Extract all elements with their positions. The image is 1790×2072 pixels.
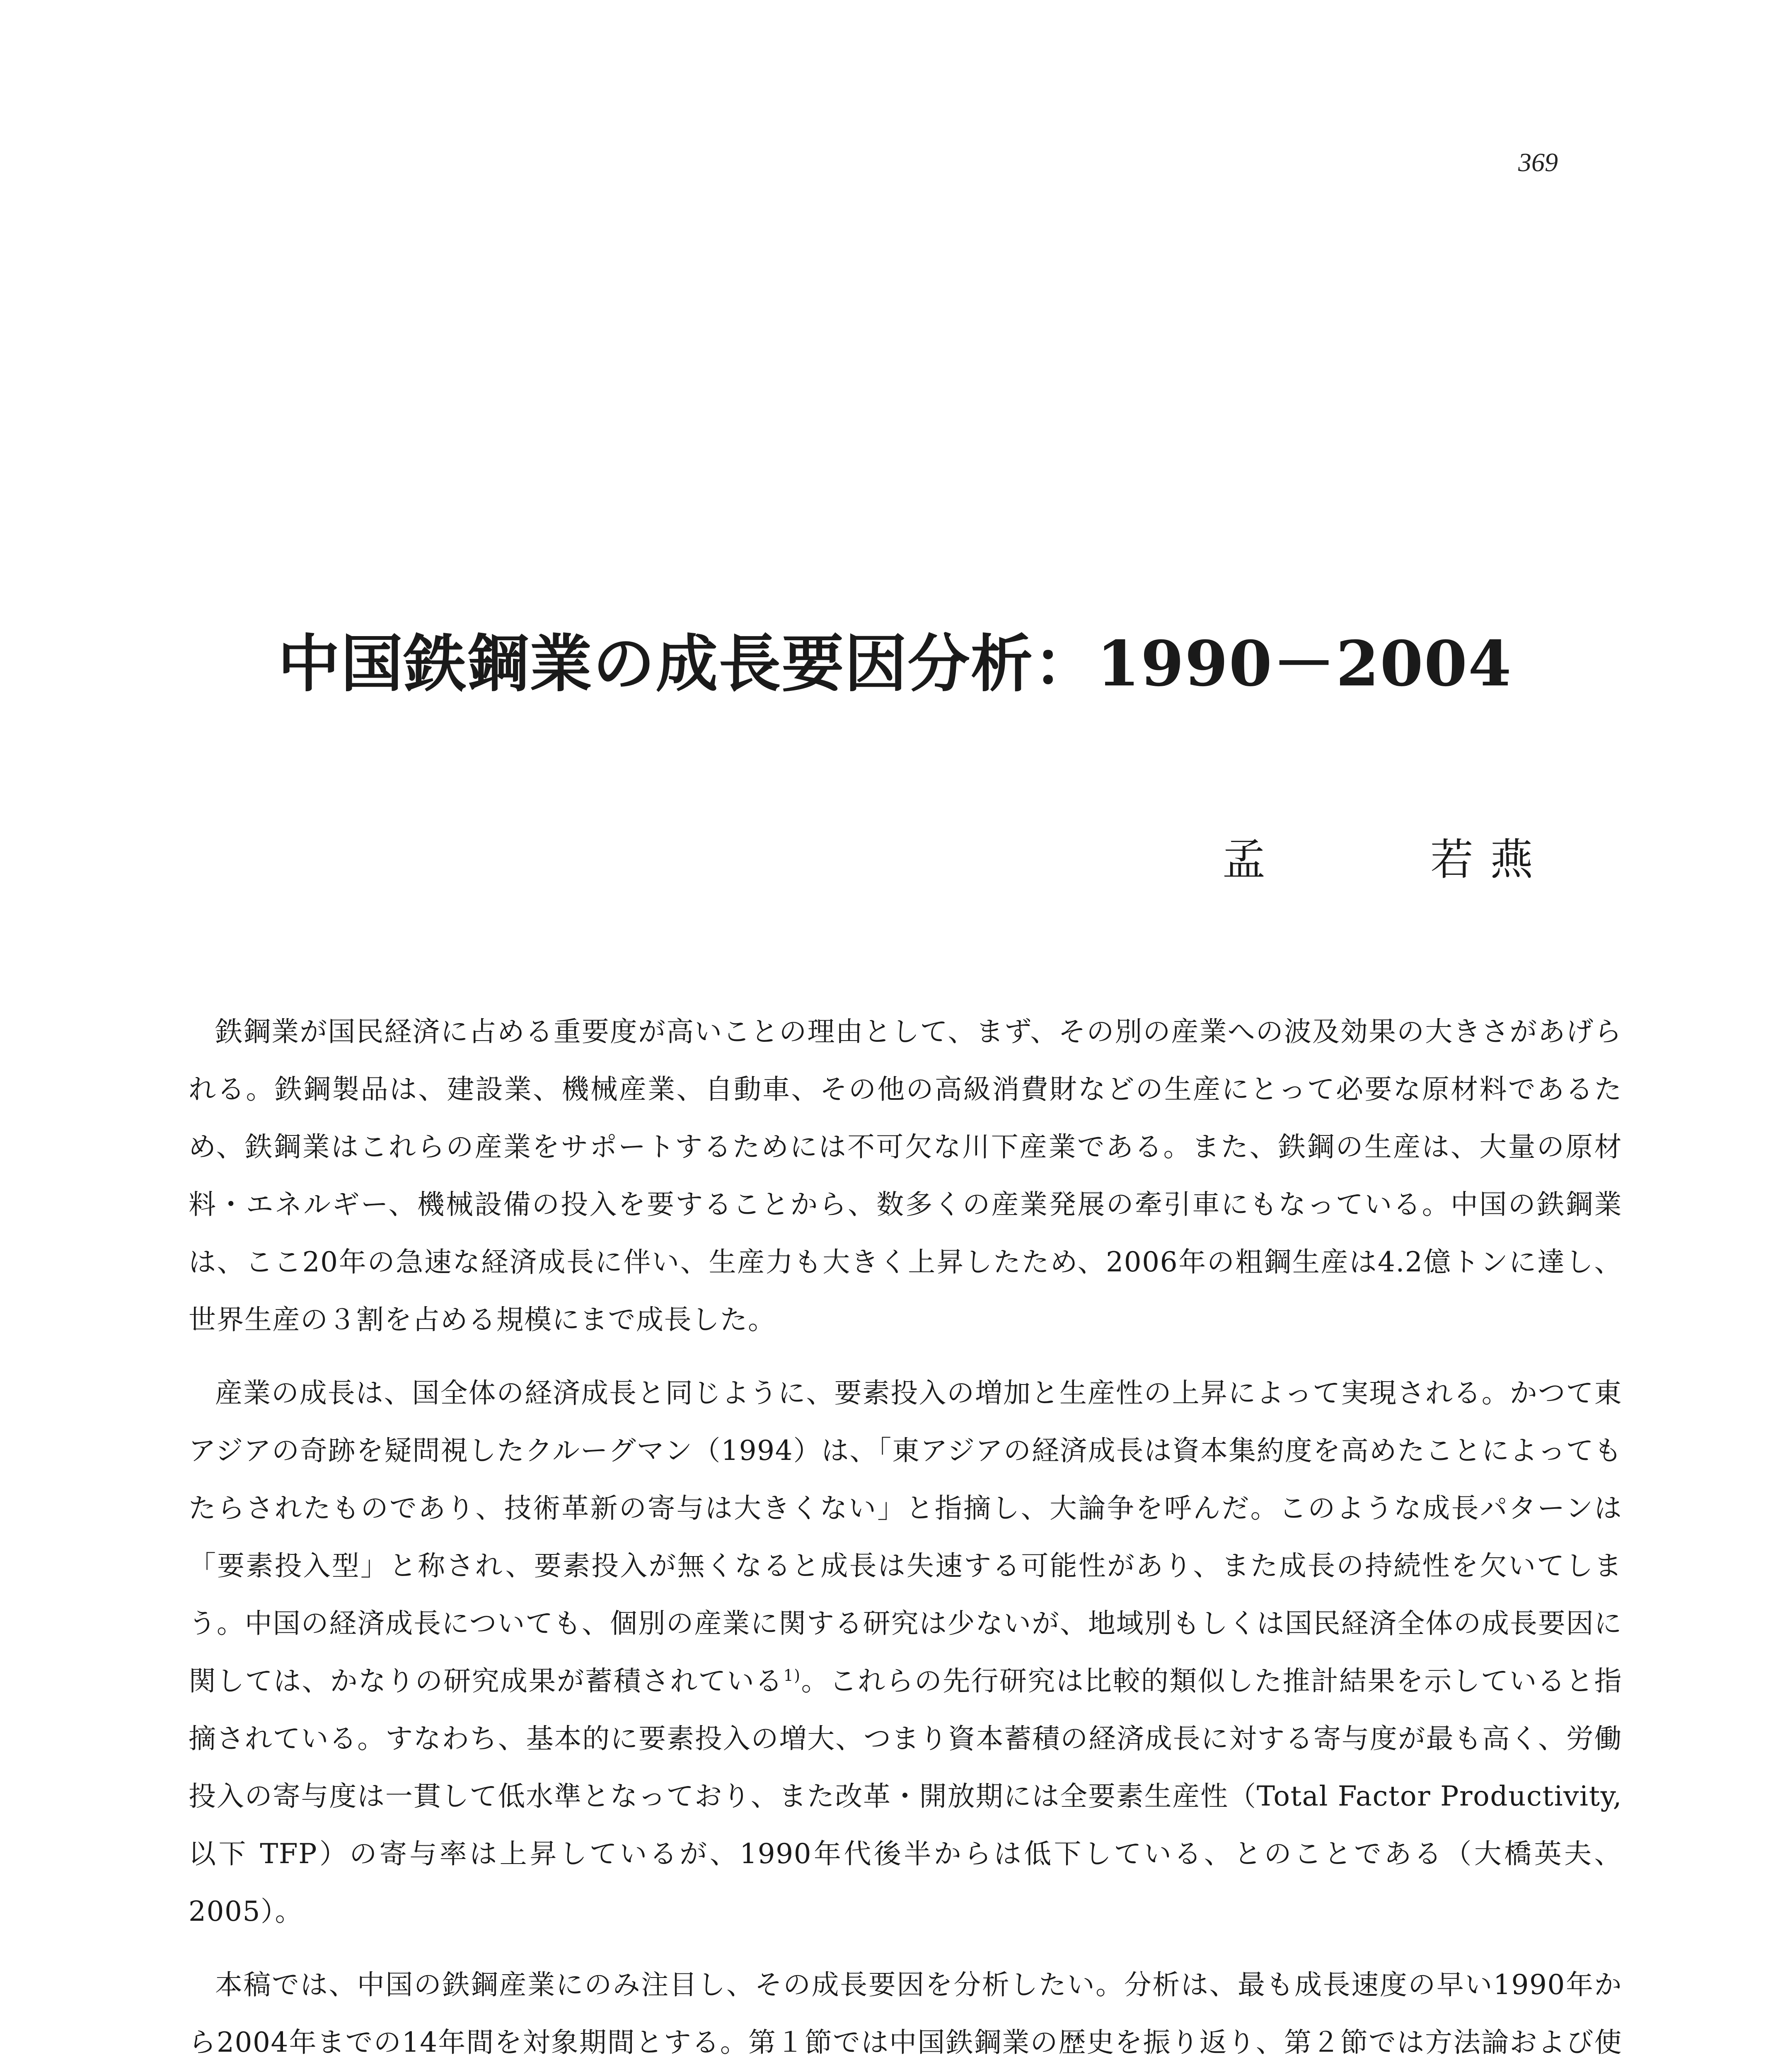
footnote-ref-1: 1) [783, 1666, 801, 1685]
author-given-name: 若燕 [1430, 834, 1550, 885]
page-number: 369 [1518, 148, 1558, 177]
paragraph-2-part-2: 。これらの先行研究は比較的類似した推計結果を示していると指摘されている。すなわち、基本的に要素投入の増大、つまり資本蓄積の経済成長に対する寄与度が最も高く、労働投入の寄与度は一貫して低水準となっており、また改革・開放期には全要素生産性（Total Factor Productivity, 以下 TFP）の寄与率は上昇しているが、1990年代後半からは低下している、とのことである（大橋英夫、2005）。 [189, 1665, 1623, 1927]
article-title: 中国鉄鋼業の成長要因分析：1990－2004 [278, 627, 1512, 700]
author-family-name: 孟 [1222, 834, 1266, 885]
paragraph-3: 本稿では、中国の鉄鋼産業にのみ注目し、その成長要因を分析したい。分析は、最も成長速度の早い1990年から2004年までの14年間を対象期間とする。第１節では中国鉄鋼業の歴史を振り返り、第２節では方法論および使 [189, 1969, 1622, 2058]
paragraph-2-part-1: 産業の成長は、国全体の経済成長と同じように、要素投入の増加と生産性の上昇によって実現される。かつて東アジアの奇跡を疑問視したクルーグマン（1994）は、「東アジアの経済成長は資本集約度を高めたことによってもたらされたものであり、技術革新の寄与は大きくない」と指摘し、大論争を呼んだ。このような成長パターンは「要素投入型」と称され、要素投入が無くなると成長は失速する可能性があり、また成長の持続性を欠いてしまう。中国の経済成長についても、個別の産業に関する研究は少ないが、地域別もしくは国民経済全体の成長要因に関しては、かなりの研究成果が蓄積されている [189, 1377, 1622, 1697]
paragraph-1: 鉄鋼業が国民経済に占める重要度が高いことの理由として、まず、その別の産業への波及効果の大きさがあげられる。鉄鋼製品は、建設業、機械産業、自動車、その他の高級消費財などの生産にとって必要な原材料であるため、鉄鋼業はこれらの産業をサポートするためには不可欠な川下産業である。また、鉄鋼の生産は、大量の原材料・エネルギー、機械設備の投入を要することから、数多くの産業発展の牽引車にもなっている。中国の鉄鋼業は、ここ20年の急速な経済成長に伴い、生産力も大きく上昇したため、2006年の粗鋼生産は4.2億トンに達し、世界生産の３割を占める規模にまで成長した。 [189, 1016, 1622, 1336]
paragraph-2 [189, 1364, 1622, 1940]
article-body [189, 1003, 1622, 2072]
author-name [1222, 825, 1550, 887]
